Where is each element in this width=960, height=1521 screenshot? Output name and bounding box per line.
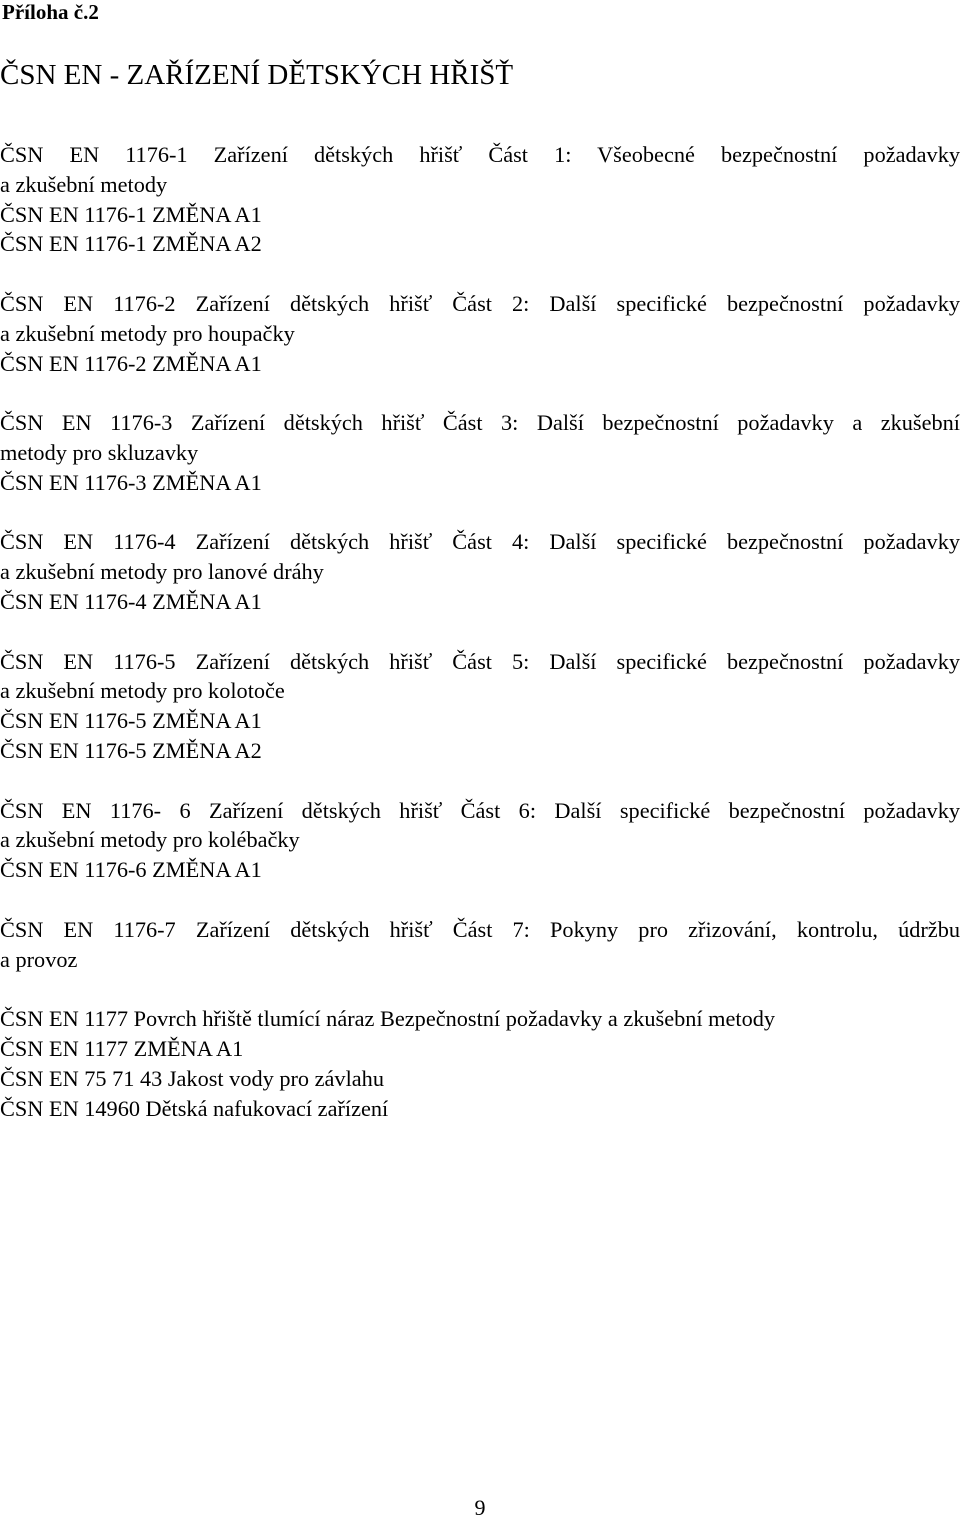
standard-line: ČSN EN 1176-1 Zařízení dětských hřišť Část 1: Všeobecné bezpečnostní požadavky	[0, 142, 960, 167]
attachment-label: Příloha č.2	[2, 0, 99, 24]
standard-line: ČSN EN 1176-3 Zařízení dětských hřišť Část 3: Další bezpečnostní požadavky a zkušební	[0, 410, 960, 436]
standard-line: ČSN EN 1176-5 ZMĚNA A1	[0, 708, 262, 734]
standard-line: ČSN EN 1176-7 Zařízení dětských hřišť Část 7: Pokyny pro zřizování, kontrolu, údržbu	[0, 916, 960, 942]
standard-line: ČSN EN 1176-4 ZMĚNA A1	[0, 588, 262, 614]
standard-line: ČSN EN 1176-1 ZMĚNA A1	[0, 201, 262, 227]
standard-group-1176-7	[0, 915, 960, 975]
standard-line: ČSN EN 1176-2 ZMĚNA A1	[0, 350, 262, 376]
standard-line: ČSN EN 1177 ZMĚNA A1	[0, 1035, 244, 1061]
document-title: ČSN EN - ZAŘÍZENÍ DĚTSKÝCH HŘIŠŤ	[0, 59, 514, 91]
standard-line: ČSN EN 14960 Dětská nafukovací zařízení	[0, 1095, 389, 1121]
standard-line: a zkušební metody pro houpačky	[0, 320, 295, 346]
page-number: 9	[474, 1495, 486, 1520]
standard-group-1176-3	[0, 408, 960, 497]
standard-group-1176-2	[0, 289, 960, 378]
standard-line: ČSN EN 1176-4 Zařízení dětských hřišť Část 4: Další specifické bezpečnostní požadavky	[0, 529, 960, 555]
standard-group-1177	[0, 1004, 960, 1123]
standard-line: ČSN EN 1177 Povrch hřiště tlumící náraz Bezpečnostní požadavky a zkušební metody	[0, 1006, 776, 1032]
standard-line: a zkušební metody	[0, 171, 168, 197]
standard-group-1176-5	[0, 647, 960, 766]
standard-line: ČSN EN 1176- 6 Zařízení dětských hřišť Část 6: Další specifické bezpečnostní požadavky	[0, 797, 960, 823]
standard-line: ČSN EN 1176-5 Zařízení dětských hřišť Část 5: Další specifické bezpečnostní požadavky	[0, 648, 960, 674]
standard-group-1176-1	[0, 140, 960, 259]
standard-group-1176-4	[0, 527, 960, 616]
standard-line: ČSN EN 1176-3 ZMĚNA A1	[0, 469, 262, 495]
standard-line: a provoz	[0, 946, 78, 972]
standard-line: metody pro skluzavky	[0, 439, 199, 465]
standard-line: a zkušební metody pro lanové dráhy	[0, 559, 324, 585]
standard-line: ČSN EN 1176-6 ZMĚNA A1	[0, 857, 262, 883]
standard-line: a zkušební metody pro kolébačky	[0, 827, 300, 853]
standard-line: ČSN EN 1176-1 ZMĚNA A2	[0, 231, 262, 257]
standard-line: a zkušební metody pro kolotoče	[0, 678, 285, 704]
standards-list	[0, 140, 960, 1153]
standard-line: ČSN EN 75 71 43 Jakost vody pro závlahu	[0, 1065, 384, 1091]
standard-group-1176-6	[0, 796, 960, 885]
standard-line: ČSN EN 1176-2 Zařízení dětských hřišť Část 2: Další specifické bezpečnostní požadavky	[0, 290, 960, 316]
standard-line: ČSN EN 1176-5 ZMĚNA A2	[0, 737, 262, 763]
